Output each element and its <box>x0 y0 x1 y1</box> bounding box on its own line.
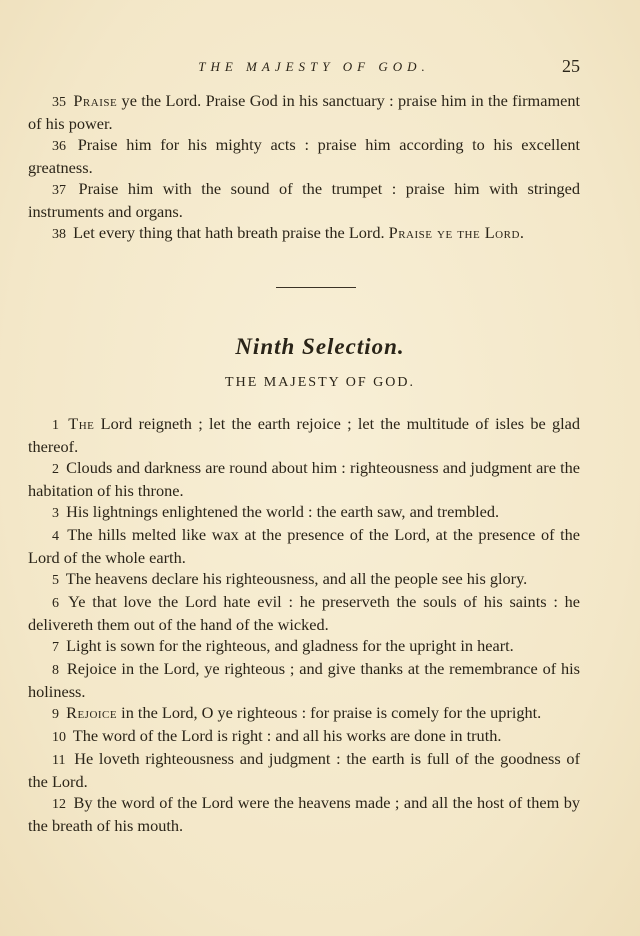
verse-text: The heavens declare his righteousness, and all the people see his glory. <box>65 569 528 588</box>
section-divider <box>276 287 356 288</box>
verse <box>28 90 580 134</box>
verse-lead: Praise <box>73 91 118 110</box>
verse-number: 7 <box>52 640 59 655</box>
verse-text: Clouds and darkness are round about him : righteousness and judgment are the habitation of his throne. <box>28 458 581 500</box>
verse-text: Ye that love the Lord hate evil : he preserveth the souls of his saints : he delivereth them out of the hand of the wicked. <box>28 592 580 634</box>
verse <box>28 725 580 748</box>
top-verse-block <box>28 90 580 245</box>
verse-text: in the Lord, O ye righteous : for praise is comely for the upright. <box>117 703 542 722</box>
verse-tail: Praise ye the Lord. <box>388 223 525 242</box>
verse-number: 10 <box>52 730 66 745</box>
verse-number: 12 <box>52 797 66 812</box>
verse-number: 11 <box>52 753 66 768</box>
verse <box>28 658 580 702</box>
verse <box>28 635 580 658</box>
verse-text: The word of the Lord is right : and all his works are done in truth. <box>72 726 502 745</box>
verse-number: 4 <box>52 529 59 544</box>
verse-number: 9 <box>52 707 59 722</box>
verse-number: 5 <box>52 573 59 588</box>
verse <box>28 501 580 524</box>
verse-number: 36 <box>52 139 66 154</box>
middle-verse-block <box>28 413 580 702</box>
verse <box>28 702 580 725</box>
verse-text: Lord reigneth ; let the earth rejoice ; let the multitude of isles be glad thereof. <box>28 414 580 456</box>
verse-text: The hills melted like wax at the presence of the Lord, at the presence of the Lord of the whole earth. <box>28 525 580 567</box>
verse <box>28 222 580 245</box>
verse <box>28 134 580 178</box>
page-header <box>28 56 580 78</box>
verse-number: 1 <box>52 418 59 433</box>
verse-number: 38 <box>52 227 66 242</box>
verse <box>28 524 580 568</box>
verse-text: He loveth righteousness and judgment : the earth is full of the goodness of the Lord. <box>28 749 580 791</box>
bottom-verse-block <box>28 702 580 836</box>
verse-text: Praise him with the sound of the trumpet : praise him with stringed instruments and organs. <box>28 179 580 221</box>
verse-text: By the word of the Lord were the heavens made ; and all the host of them by the breath of his mouth. <box>28 793 580 835</box>
verse-text: His lightnings enlightened the world : the earth saw, and trembled. <box>66 502 500 521</box>
verse <box>28 792 580 836</box>
verse-number: 8 <box>52 663 59 678</box>
verse-number: 2 <box>52 462 59 477</box>
verse-number: 3 <box>52 506 59 521</box>
section-subtitle: THE MAJESTY OF GOD. <box>225 375 415 390</box>
verse-text: ye the Lord. Praise God in his sanctuary : praise him in the firmament of his power. <box>28 91 580 133</box>
verse <box>28 568 580 591</box>
verse-text: Rejoice in the Lord, ye righteous ; and give thanks at the remembrance of his holiness. <box>28 659 580 701</box>
verse <box>28 413 580 457</box>
verse <box>28 748 580 792</box>
verse <box>28 457 580 501</box>
verse-number: 6 <box>52 596 59 611</box>
verse-lead: Rejoice <box>66 703 118 722</box>
verse <box>28 178 580 222</box>
verse-text: Let every thing that hath breath praise the Lord. <box>73 223 389 242</box>
verse-text: Praise him for his mighty acts : praise him according to his excellent greatness. <box>28 135 580 177</box>
running-head: THE MAJESTY OF GOD. <box>198 59 430 74</box>
verse-text: Light is sown for the righteous, and gladness for the upright in heart. <box>66 636 514 655</box>
verse-number: 37 <box>52 183 66 198</box>
page-number: 25 <box>562 56 580 76</box>
section-title: Ninth Selection. <box>235 334 405 359</box>
verse-number: 35 <box>52 95 66 110</box>
verse <box>28 591 580 635</box>
verse-lead: The <box>68 414 95 433</box>
